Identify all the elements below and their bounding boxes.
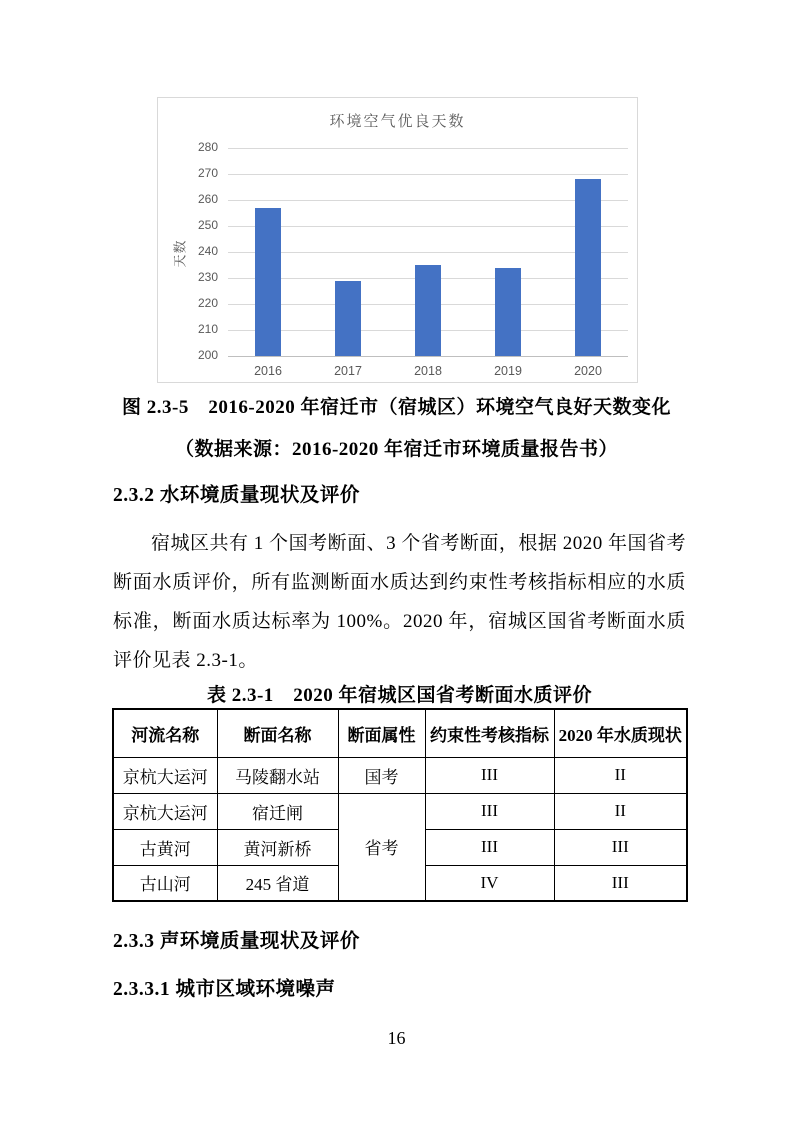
gridline	[228, 200, 628, 201]
x-tick-label: 2018	[414, 364, 442, 378]
section-heading-noise: 2.3.3 声环境质量现状及评价	[113, 931, 360, 952]
col-header-attribute: 断面属性	[338, 709, 425, 757]
cell-indicator: III	[425, 793, 554, 829]
y-tick-label: 270	[197, 166, 218, 180]
cell-river: 古黄河	[113, 829, 217, 865]
col-header-status: 2020 年水质现状	[554, 709, 687, 757]
y-tick-label: 240	[197, 244, 218, 258]
y-tick-label: 280	[197, 140, 218, 154]
figure-caption: 图 2.3-5 2016-2020 年宿迁市（宿城区）环境空气良好天数变化	[122, 397, 671, 418]
cell-indicator: III	[425, 829, 554, 865]
cell-section: 马陵翻水站	[217, 757, 338, 793]
y-tick-label: 210	[197, 322, 218, 336]
air-quality-days-chart	[157, 97, 638, 383]
table-caption: 表 2.3-1 2020 年宿城区国省考断面水质评价	[206, 685, 593, 706]
cell-status: III	[554, 865, 687, 901]
cell-attribute-merged: 省考	[338, 793, 425, 901]
table-header-row	[113, 709, 687, 757]
chart-title: 环境空气优良天数	[329, 113, 466, 130]
bar-2018	[415, 265, 441, 356]
section-heading-water: 2.3.2 水环境质量现状及评价	[113, 485, 360, 506]
col-header-river: 河流名称	[113, 709, 217, 757]
cell-status: II	[554, 793, 687, 829]
x-tick-label: 2017	[334, 364, 362, 378]
paragraph-water-quality: 宿城区共有 1 个国考断面、3 个省考断面，根据 2020 年国省考断面水质评价，所有监测断面水质达到约束性考核指标相应的水质标准，断面水质达标率为 100%。2020 年，宿城区国省考断面水质评价见表 2.3-1。	[113, 533, 686, 671]
y-tick-label: 220	[197, 296, 218, 310]
cell-section: 黄河新桥	[217, 829, 338, 865]
cell-status: III	[554, 829, 687, 865]
cell-river: 京杭大运河	[113, 757, 217, 793]
y-tick-label: 230	[197, 270, 218, 284]
x-axis-line	[228, 356, 628, 357]
x-tick-label: 2019	[494, 364, 522, 378]
figure-caption-source: （数据来源：2016-2020 年宿迁市环境质量报告书）	[174, 439, 619, 460]
gridline	[228, 226, 628, 227]
y-tick-label: 260	[197, 192, 218, 206]
cell-river: 古山河	[113, 865, 217, 901]
cell-indicator: III	[425, 757, 554, 793]
x-tick-label: 2016	[254, 364, 282, 378]
chart-y-axis-label: 天数	[172, 239, 188, 268]
gridline	[228, 252, 628, 253]
gridline	[228, 174, 628, 175]
gridline	[228, 148, 628, 149]
table-row	[113, 757, 687, 793]
bar-2019	[495, 268, 521, 356]
cell-section: 宿迁闸	[217, 793, 338, 829]
bar-2016	[255, 208, 281, 356]
bar-2017	[335, 281, 361, 356]
page-number: 16	[387, 1028, 406, 1048]
col-header-indicator: 约束性考核指标	[425, 709, 554, 757]
x-tick-label: 2020	[574, 364, 602, 378]
table-row	[113, 793, 687, 829]
cell-river: 京杭大运河	[113, 793, 217, 829]
cell-status: II	[554, 757, 687, 793]
y-tick-label: 250	[197, 218, 218, 232]
cell-indicator: IV	[425, 865, 554, 901]
y-tick-label: 200	[197, 348, 218, 362]
section-heading-noise-urban: 2.3.3.1 城市区域环境噪声	[113, 979, 336, 1000]
cell-section: 245 省道	[217, 865, 338, 901]
bar-2020	[575, 179, 601, 356]
col-header-section: 断面名称	[217, 709, 338, 757]
chart-plot-area	[158, 98, 637, 382]
cell-attribute: 国考	[338, 757, 425, 793]
water-quality-table	[112, 708, 688, 902]
